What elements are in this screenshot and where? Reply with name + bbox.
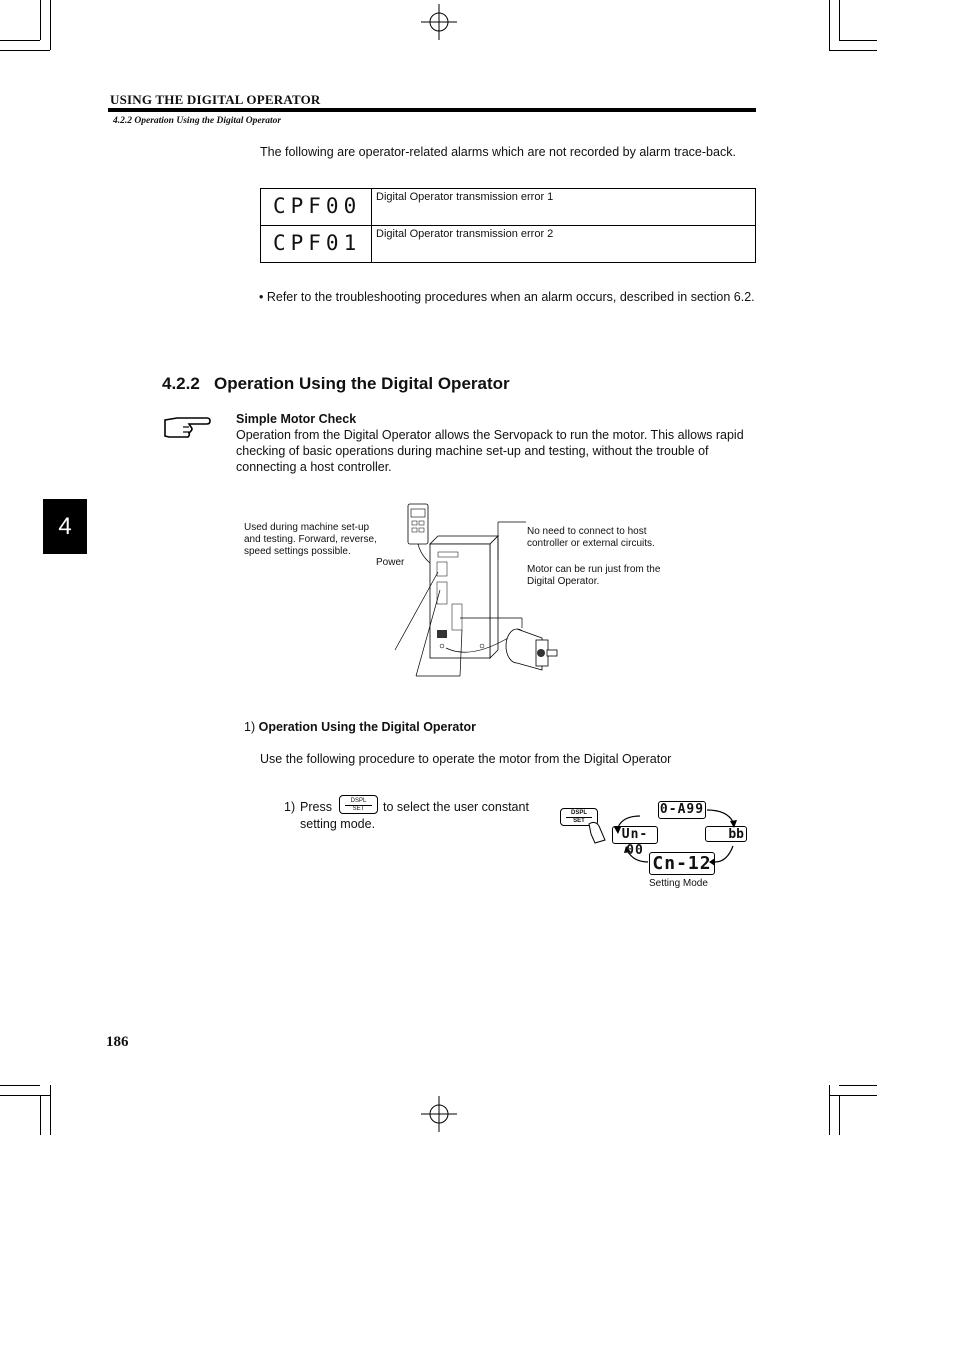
alarm-code-cell xyxy=(261,189,372,226)
setting-mode-caption: Setting Mode xyxy=(649,878,708,889)
servomotor-illustration xyxy=(506,629,557,670)
chapter-side-tab: 4 xyxy=(43,499,87,554)
pointing-hand-icon xyxy=(163,414,211,440)
simple-check-heading: Simple Motor Check xyxy=(236,412,357,426)
alarm-code-cell xyxy=(261,226,372,263)
table-row xyxy=(261,226,756,263)
step-1-press: Press xyxy=(300,800,332,814)
page-number: 186 xyxy=(106,1034,129,1050)
seven-segment-code: CPF01 xyxy=(273,231,362,255)
subsection-1-number: 1) xyxy=(244,720,256,734)
servopack-diagram xyxy=(390,500,570,685)
section-heading: Operation Using the Digital Operator xyxy=(213,374,510,393)
key-label-bottom: SET xyxy=(573,818,585,824)
subsection-1-text: Use the following procedure to operate the motor from the Digital Operator xyxy=(260,752,672,766)
alarm-description: Digital Operator transmission error 2 xyxy=(372,226,756,263)
display-top: 0-A99 xyxy=(659,802,705,817)
alarm-table xyxy=(260,188,756,263)
servopack-illustration xyxy=(430,536,498,658)
step-1-rest-2: setting mode. xyxy=(300,817,376,831)
simple-check-text: Operation from the Digital Operator allows the Servopack to run the motor. This allows rapid checking of basic operations during machine set-up and testing, without the trouble of connecting a host controller. xyxy=(236,428,744,474)
seven-segment-code: CPF00 xyxy=(273,194,362,218)
display-bottom: Cn-12 xyxy=(649,852,715,875)
display-right: bb xyxy=(705,826,747,842)
key-label-top: DSPL xyxy=(570,810,587,816)
registration-mark-bottom xyxy=(421,1096,457,1132)
table-row xyxy=(261,189,756,226)
troubleshooting-note: • Refer to the troubleshooting procedures when an alarm occurs, described in section 6.2. xyxy=(259,290,755,304)
key-label-top: DSPL xyxy=(350,798,367,804)
display-left: Un-00 xyxy=(612,826,658,844)
running-header-subtitle: 4.2.2 Operation Using the Digital Operator xyxy=(113,116,282,126)
intro-text: The following are operator-related alarms which are not recorded by alarm trace-back. xyxy=(260,145,736,159)
subsection-1-heading xyxy=(244,719,476,735)
section-title xyxy=(162,374,510,394)
step-1-number: 1) xyxy=(284,800,296,814)
diagram-label-right-1: No need to connect to host controller or external circuits. xyxy=(527,526,655,549)
diagram-label-right-2: Motor can be run just from the Digital Operator. xyxy=(527,564,661,587)
header-rule xyxy=(108,108,756,112)
key-label-bottom: SET xyxy=(352,806,365,812)
alarm-description: Digital Operator transmission error 1 xyxy=(372,189,756,226)
diagram-label-left: Used during machine set-up and testing. Forward, reverse, speed settings possible. xyxy=(244,522,377,557)
diagram-label-power: Power xyxy=(376,557,405,568)
step-1-rest: to select the user constant xyxy=(383,800,529,814)
section-number: 4.2.2 xyxy=(162,374,200,393)
running-header-title: USING THE DIGITAL OPERATOR xyxy=(110,92,321,107)
subsection-1-title: Operation Using the Digital Operator xyxy=(258,720,476,734)
registration-mark-top xyxy=(421,4,457,40)
dspl-set-key xyxy=(339,795,378,814)
setting-mode-diagram xyxy=(555,800,755,895)
